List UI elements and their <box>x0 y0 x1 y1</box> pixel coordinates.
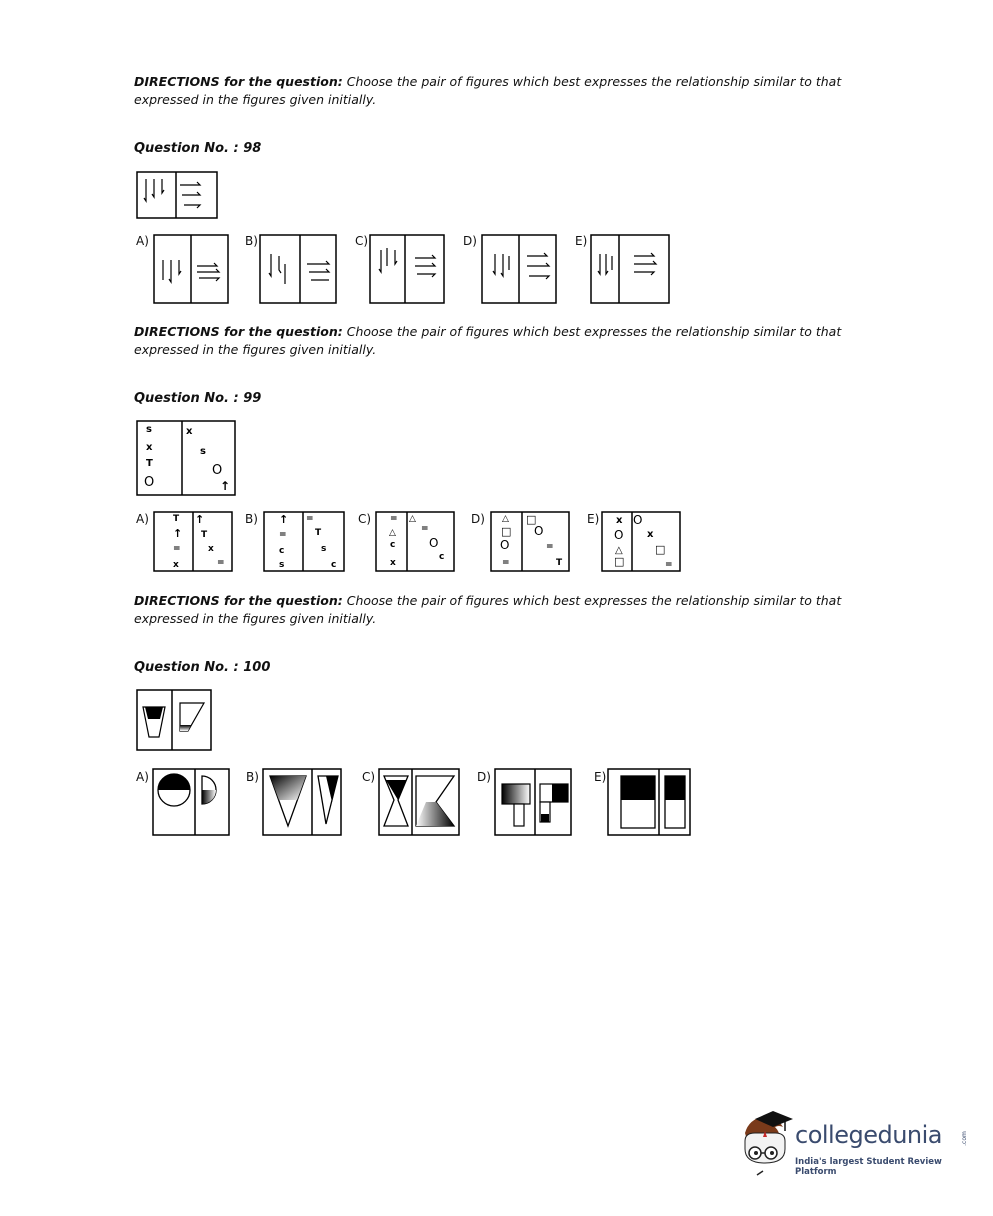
svg-text:=: = <box>173 544 181 554</box>
svg-text:△: △ <box>409 514 416 524</box>
q98-option-a-figure[interactable] <box>153 234 229 304</box>
svg-text:c: c <box>390 540 396 550</box>
q99-option-a-figure[interactable] <box>153 511 233 572</box>
q98-option-e-label[interactable]: E) <box>575 234 588 248</box>
q100-option-e-figure[interactable] <box>607 768 691 836</box>
q100-option-c-label[interactable]: C) <box>362 770 376 784</box>
q99-q-r3: O <box>212 463 223 478</box>
q99-option-c-figure[interactable] <box>375 511 455 572</box>
svg-text:T: T <box>173 514 180 524</box>
svg-text:=: = <box>217 558 225 568</box>
svg-text:□: □ <box>501 525 512 538</box>
q100-option-c-figure[interactable] <box>378 768 460 836</box>
svg-text:O: O <box>534 524 544 538</box>
q99-q-r4: ↑ <box>220 479 231 493</box>
q98-option-e-figure[interactable] <box>590 234 670 304</box>
svg-text:=: = <box>421 524 429 534</box>
q99-option-b-label[interactable]: B) <box>245 512 258 526</box>
q98-option-b-figure[interactable] <box>259 234 337 304</box>
svg-text:T: T <box>201 530 208 540</box>
q100-question-figure <box>136 689 212 751</box>
svg-text:=: = <box>390 514 398 524</box>
svg-text:O: O <box>633 513 643 527</box>
q100-option-d-label[interactable]: D) <box>477 770 491 784</box>
directions-100: DIRECTIONS for the question: Choose the pair of figures which best expresses the relationship similar to that expressed in the figures given initially. <box>134 593 842 626</box>
svg-text:↑: ↑ <box>195 513 205 526</box>
question-number-98: Question No. : 98 <box>134 141 262 156</box>
svg-text:△: △ <box>389 528 396 538</box>
q100-option-b-figure[interactable] <box>262 768 342 836</box>
q98-option-d-figure[interactable] <box>481 234 557 304</box>
svg-text:=: = <box>665 560 673 570</box>
q99-q-r2: s <box>200 446 206 457</box>
directions-99: DIRECTIONS for the question: Choose the pair of figures which best expresses the relationship similar to that expressed in the figures given initially. <box>134 324 842 357</box>
svg-text:T: T <box>315 528 322 538</box>
q99-question-figure <box>136 420 236 496</box>
q99-option-d-label[interactable]: D) <box>471 512 485 526</box>
q99-option-b-figure[interactable] <box>263 511 345 572</box>
collegedunia-logo[interactable] <box>735 1105 968 1185</box>
svg-text:O: O <box>429 536 439 550</box>
svg-text:=: = <box>279 530 287 540</box>
question-number-99: Question No. : 99 <box>134 391 262 406</box>
mascot-icon <box>735 1105 795 1185</box>
svg-text:□: □ <box>614 555 625 568</box>
q99-option-e-figure[interactable] <box>601 511 681 572</box>
q99-option-e-label[interactable]: E) <box>587 512 600 526</box>
svg-text:O: O <box>500 538 510 552</box>
q99-option-c-label[interactable]: C) <box>358 512 372 526</box>
q98-option-a-label[interactable]: A) <box>136 234 149 248</box>
svg-text:c: c <box>331 560 337 570</box>
svg-text:s: s <box>279 560 285 570</box>
q99-q-r1: x <box>186 426 193 437</box>
svg-text:x: x <box>616 515 623 526</box>
svg-text:s: s <box>321 544 327 554</box>
logo-tagline: India's largest Student Review Platform <box>795 1157 942 1177</box>
logo-suffix: .com <box>960 1131 968 1146</box>
svg-text:x: x <box>390 558 396 568</box>
svg-text:x: x <box>647 529 654 540</box>
svg-text:□: □ <box>526 513 537 526</box>
q99-q-l2: x <box>146 442 153 453</box>
q99-q-l4: O <box>144 475 155 490</box>
svg-text:↑: ↑ <box>173 527 183 540</box>
svg-text:O: O <box>614 528 624 542</box>
q100-option-d-figure[interactable] <box>494 768 572 836</box>
q98-option-d-label[interactable]: D) <box>463 234 477 248</box>
q99-q-l3: T <box>146 458 153 469</box>
svg-text:△: △ <box>502 514 509 524</box>
svg-text:=: = <box>306 514 314 524</box>
svg-text:=: = <box>502 558 510 568</box>
q99-option-d-figure[interactable] <box>490 511 570 572</box>
svg-text:x: x <box>173 560 179 570</box>
q98-option-c-label[interactable]: C) <box>355 234 369 248</box>
logo-name: collegedunia <box>795 1121 943 1149</box>
svg-text:T: T <box>556 558 563 568</box>
q100-option-b-label[interactable]: B) <box>246 770 259 784</box>
q100-option-a-figure[interactable] <box>152 768 230 836</box>
q99-option-a-label[interactable]: A) <box>136 512 149 526</box>
q100-option-e-label[interactable]: E) <box>594 770 607 784</box>
q100-option-a-label[interactable]: A) <box>136 770 149 784</box>
directions-98: DIRECTIONS for the question: Choose the pair of figures which best expresses the relationship similar to that expressed in the figures given initially. <box>134 74 842 107</box>
svg-text:x: x <box>208 544 214 554</box>
q98-question-figure <box>136 171 218 219</box>
question-number-100: Question No. : 100 <box>134 660 271 675</box>
svg-text:c: c <box>439 552 445 562</box>
svg-text:c: c <box>279 546 285 556</box>
q98-option-c-figure[interactable] <box>369 234 445 304</box>
svg-text:=: = <box>546 542 554 552</box>
svg-text:△: △ <box>615 545 623 556</box>
q98-option-b-label[interactable]: B) <box>245 234 258 248</box>
svg-text:□: □ <box>655 543 666 556</box>
q99-q-l1: s <box>146 424 152 435</box>
svg-text:↑: ↑ <box>279 513 289 526</box>
